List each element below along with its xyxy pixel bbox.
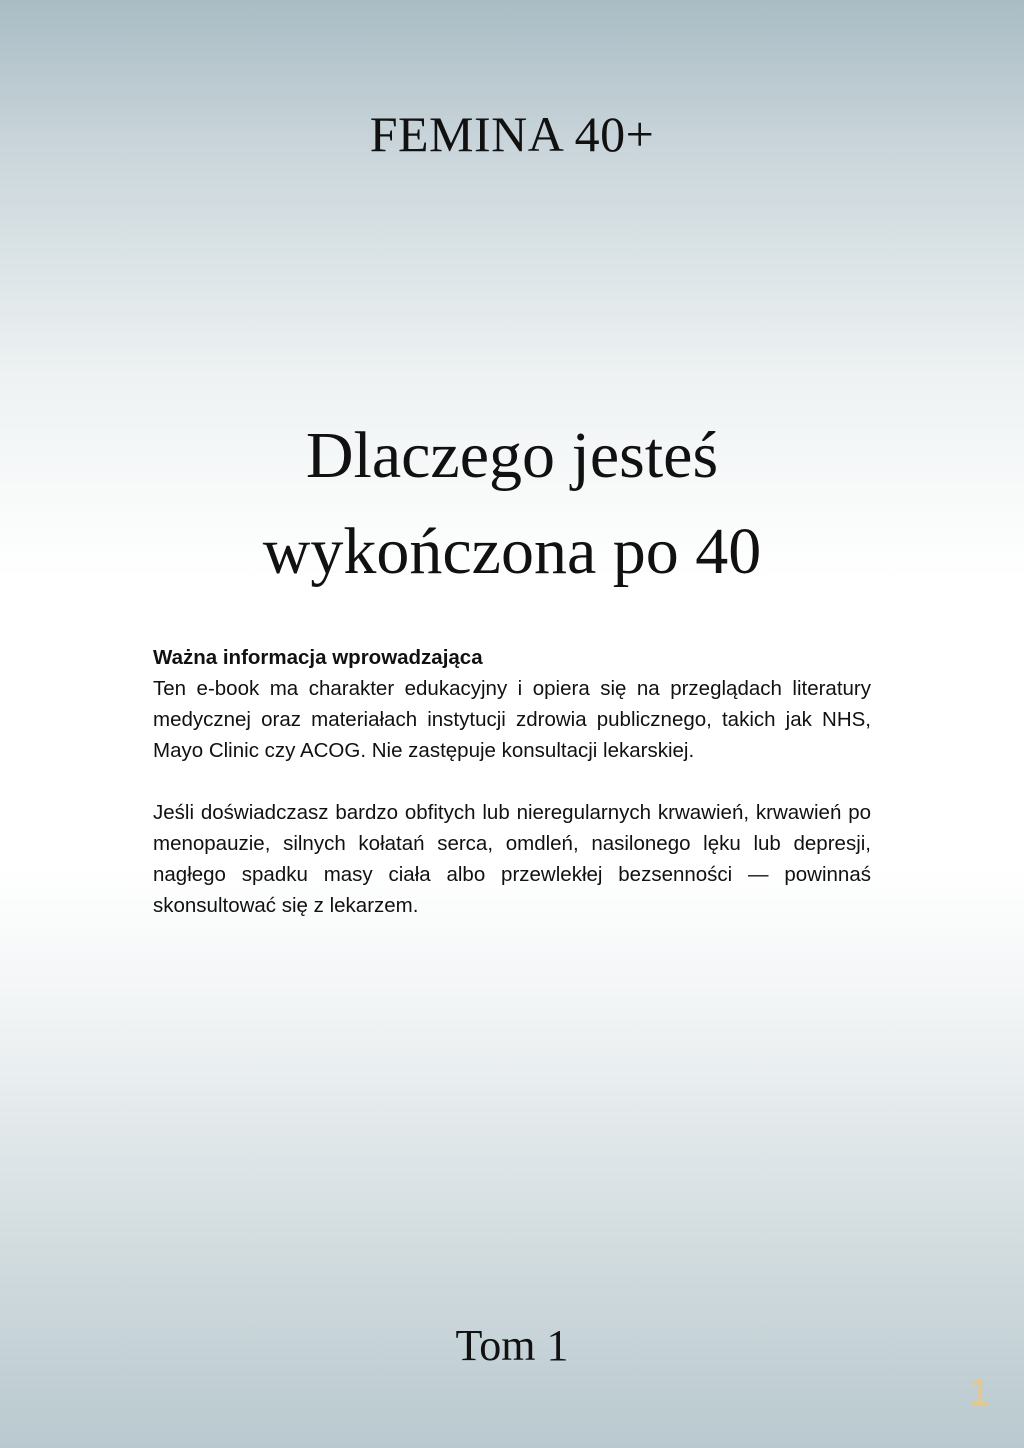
- document-title-line-1: Dlaczego jesteś: [305, 419, 719, 492]
- notice-section: [153, 642, 871, 921]
- document-title-line-2: wykończona po 40: [262, 515, 762, 588]
- document-title: [0, 408, 1024, 600]
- notice-heading: Ważna informacja wprowadzająca: [153, 646, 483, 669]
- notice-paragraph-2: Jeśli doświadczasz bardzo obfitych lub nieregularnych krwawień, krwawień po menopauzie, silnych kołatań serca, omdleń, nasilonego lęku lub depresji, nagłego spadku masy ciała albo przewlekłej bezsenności — powinnaś skonsultować się z lekarzem.: [153, 801, 871, 917]
- notice-paragraph-1: [153, 642, 871, 766]
- page-number: 1: [968, 1372, 990, 1414]
- brand-title: FEMINA 40+: [369, 106, 655, 162]
- volume-label: Tom 1: [455, 1321, 569, 1370]
- notice-paragraph-1-text: Ten e-book ma charakter edukacyjny i opiera się na przeglądach literatury medycznej oraz materiałach instytucji zdrowia publicznego, takich jak NHS, Mayo Clinic czy ACOG. Nie zastępuje konsultacji lekarskiej.: [153, 677, 871, 762]
